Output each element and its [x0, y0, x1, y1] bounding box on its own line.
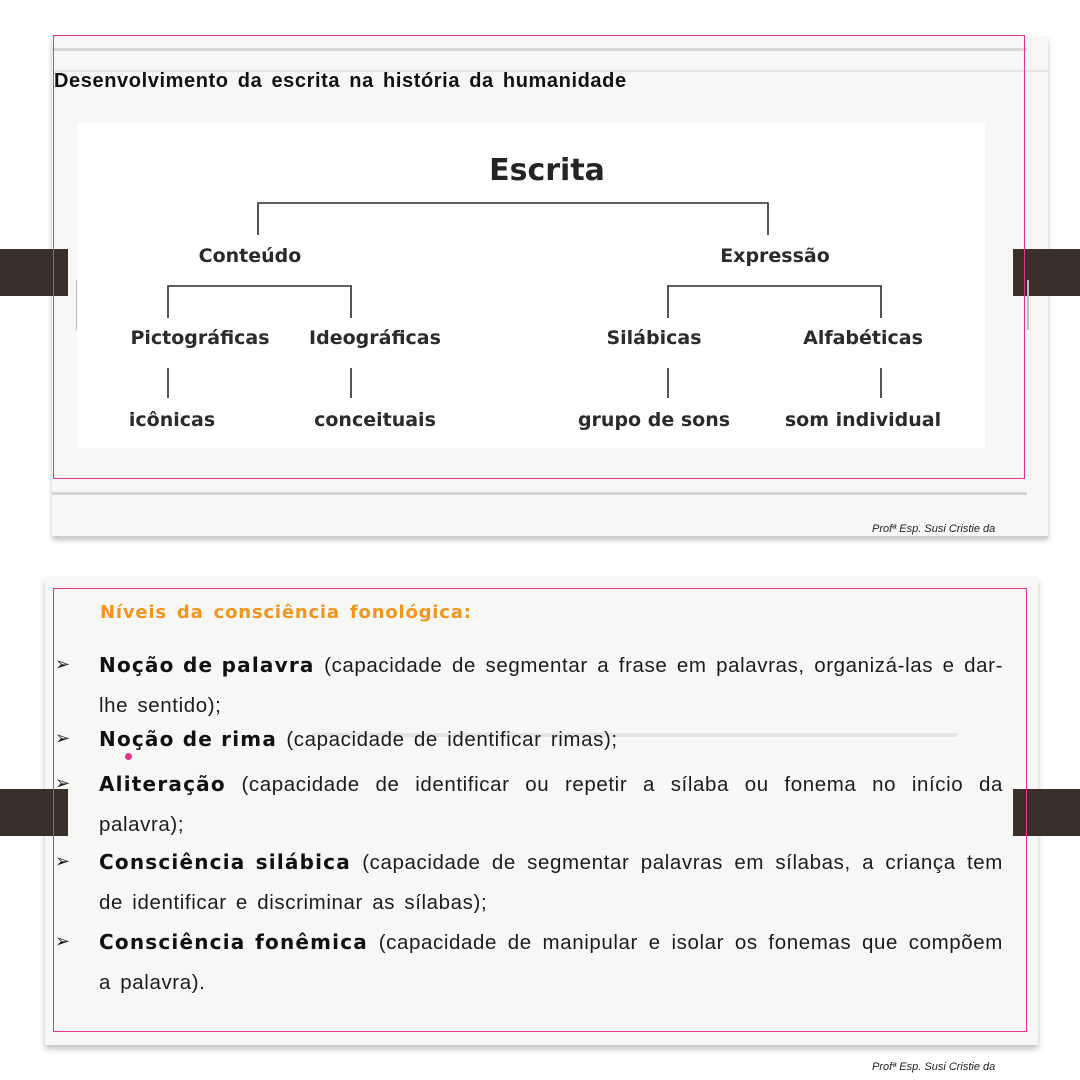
item-definition: (capacidade de segmentar a frase em palavras, organizá-las e dar-lhe sentido);	[99, 654, 1004, 717]
leaf-som-individual: som individual	[784, 409, 942, 431]
item-definition: (capacidade de manipular e isolar os fonemas que compõem a palavra).	[99, 931, 1003, 994]
bullet-arrow-icon: ➢	[55, 654, 71, 675]
slide-2-frame	[53, 588, 1027, 1032]
slide-1-footer-rule	[60, 536, 1048, 538]
node-ideograficas: Ideográficas	[309, 327, 441, 349]
item-term: Noção de palavra	[99, 653, 315, 677]
node-alfabeticas: Alfabéticas	[803, 327, 923, 349]
bullet-arrow-icon: ➢	[55, 931, 71, 952]
bullet-arrow-icon: ➢	[55, 728, 71, 749]
node-escrita: Escrita	[489, 153, 605, 188]
slide-2-credit: Profª Esp. Susi Cristie da	[872, 1061, 996, 1073]
slide-1-bottom-rule	[52, 492, 1027, 495]
leaf-conceituais: conceituais	[314, 409, 436, 431]
item-term: Aliteração	[99, 772, 226, 796]
item-term: Consciência silábica	[99, 850, 351, 874]
slide-1-frame	[53, 35, 1025, 479]
slide-2-title: Níveis da consciência fonológica:	[100, 602, 472, 623]
bullet-arrow-icon: ➢	[55, 773, 71, 794]
bullet-arrow-icon: ➢	[55, 851, 71, 872]
item-definition: (capacidade de identificar ou repetir a sílaba ou fonema no início da palavra);	[99, 773, 1003, 836]
leaf-iconicas: icônicas	[128, 409, 216, 431]
right-side-mark	[1027, 280, 1029, 330]
node-conteudo: Conteúdo	[198, 245, 302, 267]
slide-1-credit: Profª Esp. Susi Cristie da	[872, 523, 996, 535]
node-silabicas: Silábicas	[606, 327, 702, 349]
item-term: Consciência fonêmica	[99, 930, 368, 954]
item-definition: (capacidade de identificar rimas);	[277, 728, 618, 751]
item-definition: (capacidade de segmentar palavras em sílabas, a criança tem de identificar e discriminar as sílabas);	[99, 851, 1003, 914]
leaf-grupo-de-sons: grupo de sons	[577, 409, 731, 431]
node-expressao: Expressão	[720, 245, 830, 267]
item-term: Noção de rima	[99, 727, 278, 751]
node-pictograficas: Pictográficas	[130, 327, 270, 349]
slide-1-title: Desenvolvimento da escrita na história da humanidade	[54, 70, 627, 92]
